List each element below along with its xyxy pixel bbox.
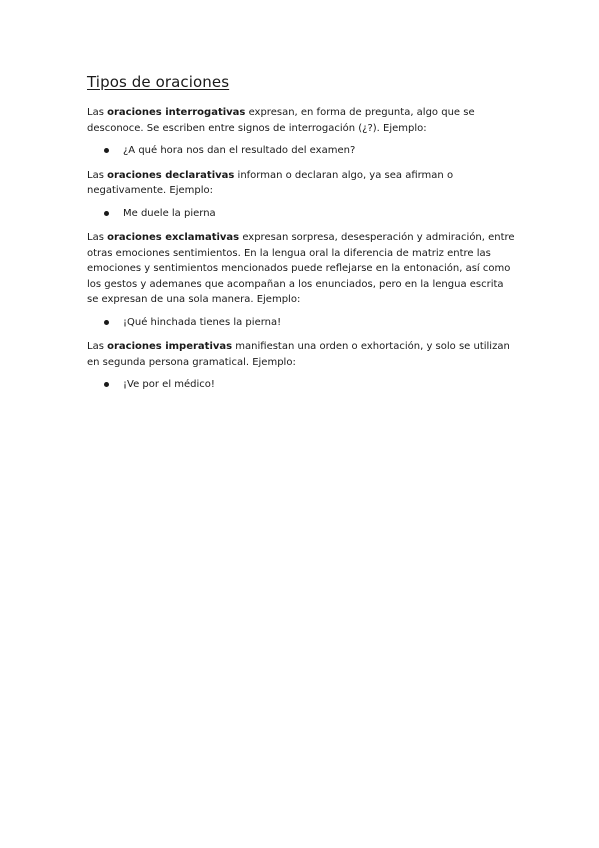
paragraph-imperativas — [87, 339, 517, 370]
example-list-exclamativas — [87, 315, 517, 331]
paragraph-interrogativas — [87, 105, 517, 136]
bullet-icon — [104, 320, 109, 325]
example-list-imperativas — [87, 377, 517, 393]
list-item — [87, 315, 517, 331]
list-item — [87, 206, 517, 222]
example-list-declarativas — [87, 206, 517, 222]
paragraph-exclamativas — [87, 230, 517, 308]
document-title: Tipos de oraciones — [87, 73, 230, 91]
term-interrogativas: oraciones interrogativas — [107, 107, 246, 118]
bullet-icon — [104, 148, 109, 153]
paragraph-intro: Las — [87, 232, 108, 243]
list-item — [87, 143, 517, 159]
term-exclamativas: oraciones exclamativas — [107, 232, 240, 243]
example-text: ¡Qué hinchada tienes la pierna! — [123, 316, 282, 328]
paragraph-text: informan o declaran algo, ya sea afirman o negativamente. Ejemplo: — [87, 169, 454, 196]
example-text: ¡Ve por el médico! — [123, 379, 215, 390]
paragraph-text: expresan, en forma de pregunta, algo que se desconoce. Se escriben entre signos de interrogación (¿?). Ejemplo: — [87, 107, 475, 134]
example-list-interrogativas — [87, 143, 517, 159]
example-text: Me duele la pierna — [123, 207, 216, 219]
example-text: ¿A qué hora nos dan el resultado del examen? — [123, 145, 356, 156]
document-content — [87, 73, 517, 402]
list-item — [87, 377, 517, 393]
paragraph-declarativas — [87, 168, 517, 199]
bullet-icon — [104, 211, 109, 216]
paragraph-intro: Las — [87, 169, 108, 181]
term-declarativas: oraciones declarativas — [107, 169, 235, 181]
term-imperativas: oraciones imperativas — [107, 341, 233, 352]
paragraph-intro: Las — [87, 107, 108, 118]
bullet-icon — [104, 382, 109, 387]
paragraph-intro: Las — [87, 341, 108, 352]
paragraph-text: expresan sorpresa, desesperación y admiración, entre otras emociones sentimientos. En la lengua oral la diferencia de matriz entre las emociones y sentimientos mencionados puede reflejarse en la entonación, así como los gestos y ademanes que acompañan a los enunciados, pero en la lengua escrita se expresan de una sola manera. Ejemplo: — [87, 232, 515, 305]
paragraph-text: manifiestan una orden o exhortación, y solo se utilizan en segunda persona gramatical. Ejemplo: — [87, 341, 510, 368]
